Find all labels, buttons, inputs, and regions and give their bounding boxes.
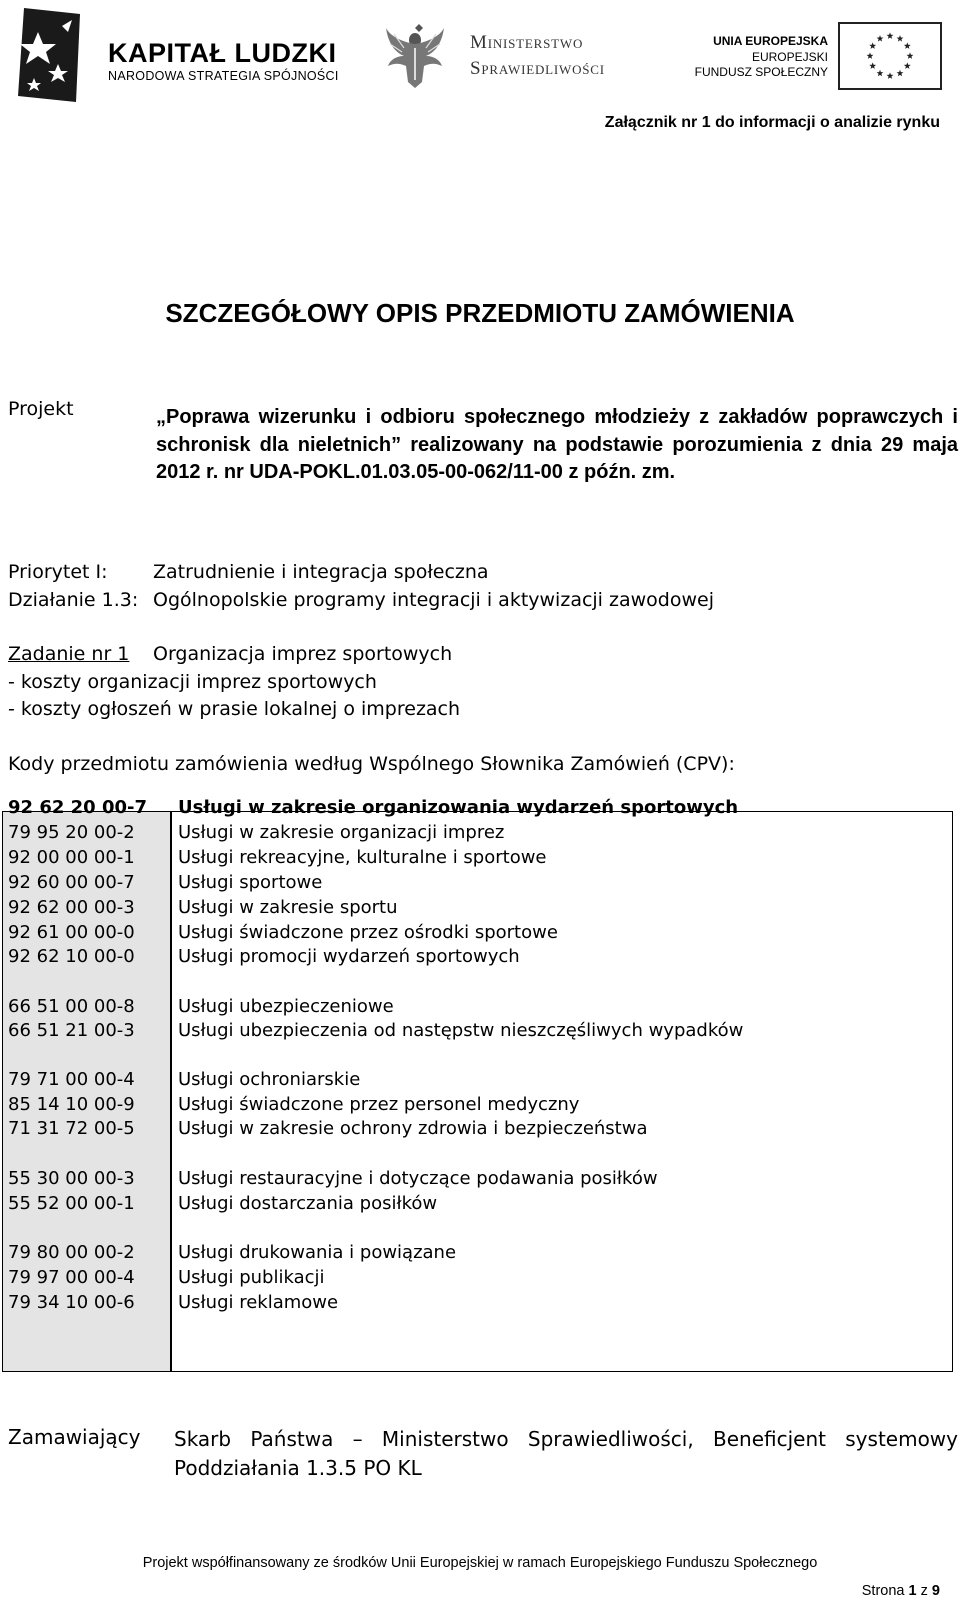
page-title: SZCZEGÓŁOWY OPIS PRZEDMIOTU ZAMÓWIENIA (165, 298, 795, 328)
cpv-code: 55 52 00 00-1 (8, 1193, 135, 1214)
ministry-name-line2: Sprawiedliwości (470, 58, 605, 79)
cpv-description: Usługi promocji wydarzeń sportowych (178, 946, 520, 967)
page-sep: z (920, 1583, 928, 1599)
cpv-description: Usługi reklamowe (178, 1292, 339, 1313)
cpv-description: Usługi restauracyjne i dotyczące podawania posiłków (178, 1168, 658, 1189)
cpv-description: Usługi publikacji (178, 1267, 325, 1288)
priority-label: Priorytet I: (8, 561, 108, 583)
eu-line1: UNIA EUROPEJSKA (713, 34, 828, 48)
eu-line2: EUROPEJSKI (751, 50, 828, 64)
cpv-code: 79 34 10 00-6 (8, 1292, 135, 1313)
eu-stars-icon (840, 24, 940, 88)
cpv-code: 79 71 00 00-4 (8, 1069, 135, 1090)
cpv-description: Usługi ubezpieczeniowe (178, 996, 394, 1017)
kapital-ludzki-emblem-icon (14, 6, 82, 106)
task-cost-line: - koszty ogłoszeń w prasie lokalnej o imprezach (8, 698, 461, 720)
eu-star-icon (869, 62, 876, 69)
kapital-ludzki-title: KAPITAŁ LUDZKI (108, 38, 337, 68)
project-label: Projekt (8, 398, 74, 420)
cpv-description: Usługi świadczone przez personel medyczny (178, 1094, 580, 1115)
cpv-code: 92 00 00 00-1 (8, 847, 135, 868)
cpv-description: Usługi drukowania i powiązane (178, 1242, 457, 1263)
contracting-text: Skarb Państwa – Ministerstwo Sprawiedliwości, Beneficjent systemowy Poddziałania 1.3.5 PO KL (174, 1427, 958, 1480)
cpv-description: Usługi w zakresie organizacji imprez (178, 822, 505, 843)
eu-star-icon (904, 42, 911, 49)
footer-note: Projekt współfinansowany ze środków Unii Europejskiej w ramach Europejskiego Funduszu Społecznego (142, 1555, 818, 1571)
cpv-code: 71 31 72 00-5 (8, 1118, 135, 1139)
polish-eagle-icon (384, 22, 446, 90)
cpv-code: 92 62 00 00-3 (8, 897, 135, 918)
cpv-code: 92 61 00 00-0 (8, 922, 135, 943)
cpv-description: Usługi w zakresie sportu (178, 897, 398, 918)
eu-star-icon (897, 35, 904, 42)
cpv-code: 55 30 00 00-3 (8, 1168, 135, 1189)
cpv-code: 79 95 20 00-2 (8, 822, 135, 843)
cpv-code: 85 14 10 00-9 (8, 1094, 135, 1115)
cpv-description: Usługi sportowe (178, 872, 323, 893)
cpv-description: Usługi ubezpieczenia od następstw nieszczęśliwych wypadków (178, 1020, 744, 1041)
cpv-heading: Kody przedmiotu zamówienia według Wspólnego Słownika Zamówień (CPV): (8, 753, 735, 775)
eu-star-icon (897, 70, 904, 77)
eu-star-icon (887, 72, 894, 79)
eu-star-icon (869, 42, 876, 49)
cpv-description: Usługi świadczone przez ośrodki sportowe (178, 922, 558, 943)
cpv-code: 92 62 10 00-0 (8, 946, 135, 967)
cpv-code: 92 62 20 00-7 (8, 797, 147, 818)
attachment-note: Załącznik nr 1 do informacji o analizie rynku (604, 114, 940, 131)
page-total: 9 (931, 1583, 940, 1599)
eu-line3: FUNDUSZ SPOŁECZNY (694, 65, 828, 79)
cpv-description: Usługi w zakresie organizowania wydarzeń sportowych (178, 797, 739, 818)
action-label: Działanie 1.3: (8, 589, 139, 611)
eu-flag (838, 22, 942, 90)
page-prefix: Strona (861, 1583, 905, 1599)
kapital-ludzki-subtitle: NARODOWA STRATEGIA SPÓJNOŚCI (108, 69, 339, 83)
page-number (862, 1583, 940, 1599)
cpv-code: 66 51 00 00-8 (8, 996, 135, 1017)
task-text: Organizacja imprez sportowych (153, 643, 453, 665)
cpv-description: Usługi w zakresie ochrony zdrowia i bezpieczeństwa (178, 1118, 648, 1139)
ministry-emblem (384, 22, 446, 95)
project-description: „Poprawa wizerunku i odbioru społecznego młodzieży z zakładów poprawczych i schronisk dla nieletnich” realizowany na podstawie porozumienia z dnia 29 maja 2012 r. nr UDA-POKL.01.03.05-00-062/11-00 z późn. zm. (156, 406, 958, 483)
action-text: Ogólnopolskie programy integracji i aktywizacji zawodowej (153, 589, 714, 611)
ministry-name-line1: Ministerstwo (470, 32, 584, 53)
cpv-code: 66 51 21 00-3 (8, 1020, 135, 1041)
cpv-code: 92 60 00 00-7 (8, 872, 135, 893)
eu-star-icon (904, 62, 911, 69)
cpv-column-divider (170, 811, 172, 1372)
eu-star-icon (877, 35, 884, 42)
cpv-description: Usługi ochroniarskie (178, 1069, 361, 1090)
contracting-label: Zamawiający (8, 1425, 141, 1449)
cpv-description: Usługi rekreacyjne, kulturalne i sportowe (178, 847, 547, 868)
task-cost-line: - koszty organizacji imprez sportowych (8, 671, 377, 693)
page-current: 1 (908, 1583, 917, 1599)
cpv-description: Usługi dostarczania posiłków (178, 1193, 438, 1214)
eu-star-icon (877, 70, 884, 77)
eu-star-icon (867, 52, 874, 59)
priority-text: Zatrudnienie i integracja społeczna (153, 561, 489, 583)
cpv-code: 79 97 00 00-4 (8, 1267, 135, 1288)
kapital-ludzki-logo (14, 6, 82, 111)
task-label: Zadanie nr 1 (8, 643, 130, 665)
cpv-code: 79 80 00 00-2 (8, 1242, 135, 1263)
eu-star-icon (887, 32, 894, 39)
eu-star-icon (907, 52, 914, 59)
